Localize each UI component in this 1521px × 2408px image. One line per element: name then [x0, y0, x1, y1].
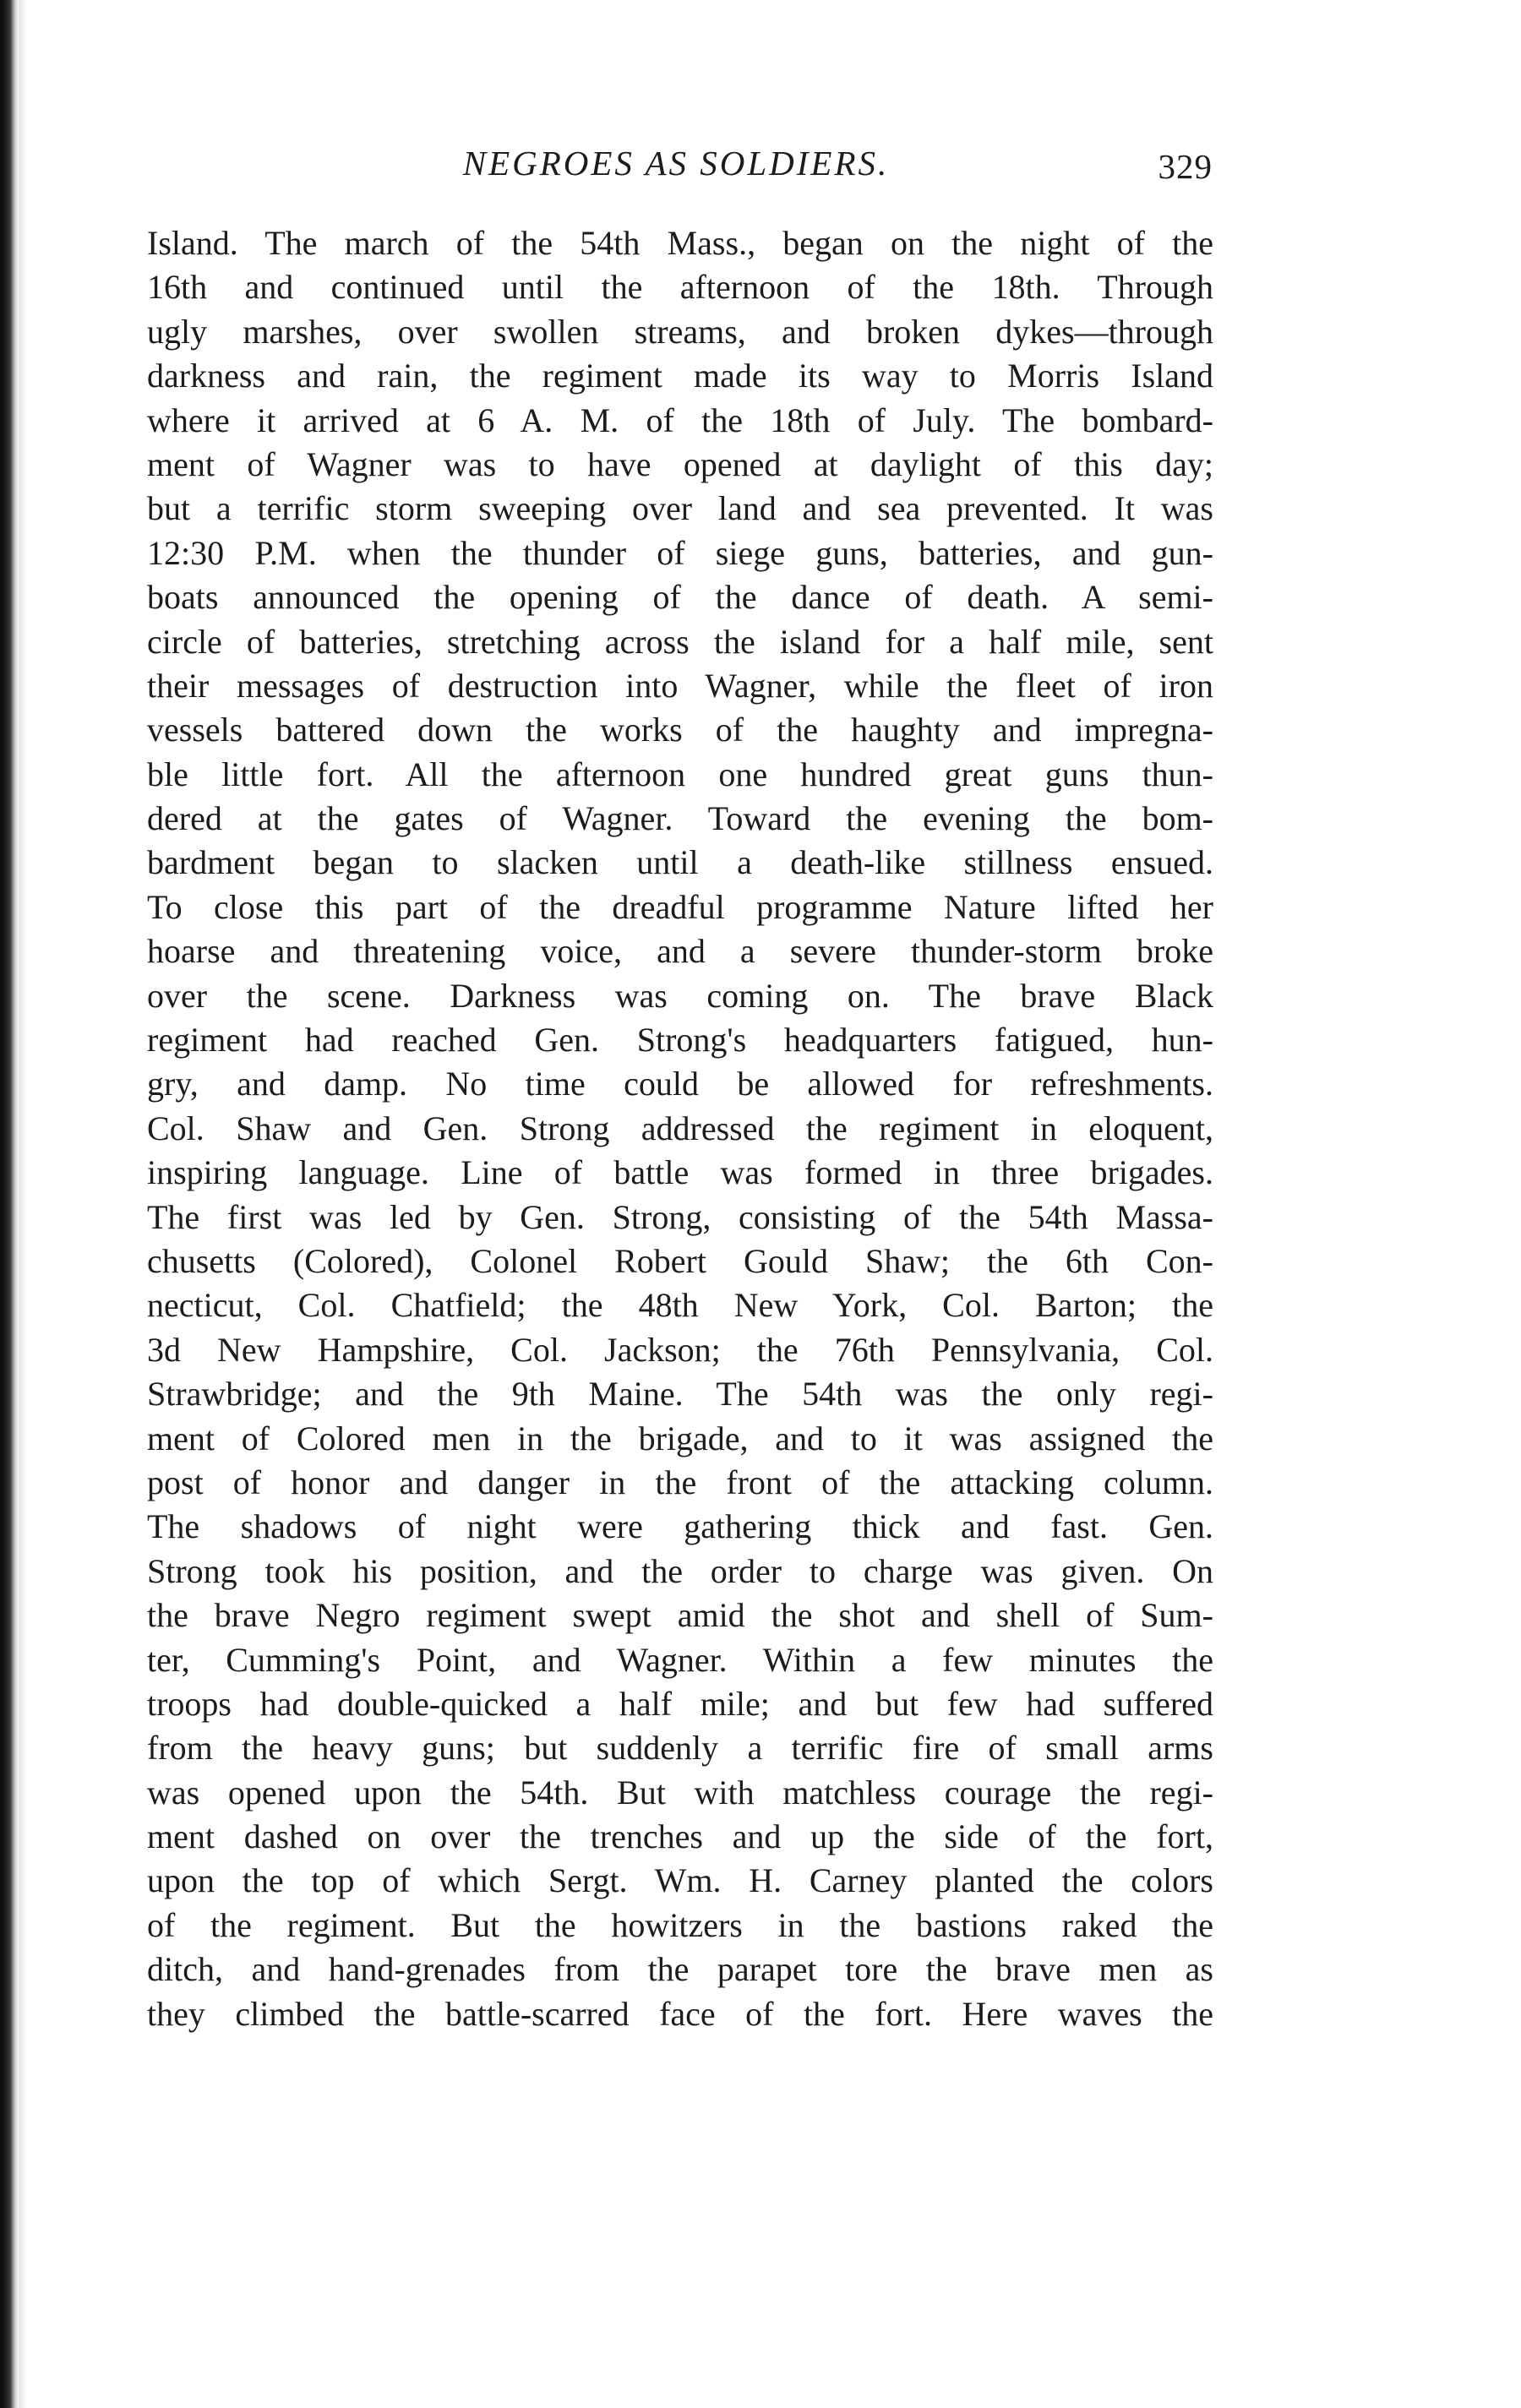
text-line: circle of batteries, stretching across the island for a half mile, sent: [147, 622, 1213, 661]
text-line: Col. Shaw and Gen. Strong addressed the regiment in eloquent,: [147, 1109, 1213, 1147]
text-line: regiment had reached Gen. Strong's headquarters fatigued, hun-: [147, 1021, 1213, 1060]
text-line: chusetts (Colored), Colonel Robert Gould Shaw; the 6th Con-: [147, 1241, 1213, 1280]
text-line: vessels battered down the works of the haughty and impregna-: [147, 711, 1213, 749]
text-line: over the scene. Darkness was coming on. The brave Black: [147, 976, 1213, 1015]
text-line: of the regiment. But the howitzers in the bastions raked the: [147, 1905, 1213, 1944]
text-line: ment dashed on over the trenches and up the side of the fort,: [147, 1817, 1213, 1856]
text-line: from the heavy guns; but suddenly a terrific fire of small arms: [147, 1729, 1213, 1768]
text-line: To close this part of the dreadful programme Nature lifted her: [147, 887, 1213, 926]
page-number: 329: [1158, 147, 1213, 186]
text-line: ter, Cumming's Point, and Wagner. Within a few minutes the: [147, 1640, 1213, 1679]
text-line: post of honor and danger in the front of the attacking column.: [147, 1463, 1213, 1501]
text-line: bardment began to slacken until a death-like stillness ensued.: [147, 843, 1213, 882]
text-line: they climbed the battle-scarred face of the fort. Here waves the: [147, 1994, 1213, 2033]
text-line: inspiring language. Line of battle was formed in three brigades.: [147, 1153, 1213, 1192]
text-line: boats announced the opening of the dance of death. A semi-: [147, 578, 1213, 617]
text-line: hoarse and threatening voice, and a severe thunder-storm broke: [147, 932, 1213, 971]
text-line: their messages of destruction into Wagner, while the fleet of iron: [147, 666, 1213, 705]
text-line: 12:30 P.M. when the thunder of siege guns, batteries, and gun-: [147, 533, 1213, 572]
text-line: upon the top of which Sergt. Wm. H. Carney planted the colors: [147, 1861, 1213, 1900]
text-line: Strong took his position, and the order to charge was given. On: [147, 1551, 1213, 1590]
text-line: where it arrived at 6 A. M. of the 18th of July. The bombard-: [147, 400, 1213, 439]
text-line: dered at the gates of Wagner. Toward the evening the bom-: [147, 799, 1213, 838]
text-line: necticut, Col. Chatfield; the 48th New York, Col. Barton; the: [147, 1286, 1213, 1325]
text-line: troops had double-quicked a half mile; and but few had suffered: [147, 1684, 1213, 1723]
text-line: Strawbridge; and the 9th Maine. The 54th was the only regi-: [147, 1375, 1213, 1414]
text-line: ment of Wagner was to have opened at daylight of this day;: [147, 444, 1213, 483]
text-line: ditch, and hand-grenades from the parapet tore the brave men as: [147, 1950, 1213, 1989]
text-line: 3d New Hampshire, Col. Jackson; the 76th Pennsylvania, Col.: [147, 1330, 1213, 1369]
running-head: NEGROES AS SOLDIERS.: [462, 144, 890, 183]
text-line: The shadows of night were gathering thick and fast. Gen.: [147, 1507, 1213, 1546]
text-line: the brave Negro regiment swept amid the shot and shell of Sum-: [147, 1596, 1213, 1635]
binding-shadow: [19, 0, 27, 2408]
text-line: ble little fort. All the afternoon one hundred great guns thun-: [147, 755, 1213, 793]
text-line: ugly marshes, over swollen streams, and broken dykes—through: [147, 312, 1213, 351]
body-text: [147, 221, 1213, 2036]
text-line: 16th and continued until the afternoon of the 18th. Through: [147, 268, 1213, 307]
text-line: The first was led by Gen. Strong, consisting of the 54th Massa-: [147, 1197, 1213, 1236]
binding-edge: [0, 0, 19, 2408]
text-line: gry, and damp. No time could be allowed for refreshments.: [147, 1065, 1213, 1103]
text-line: Island. The march of the 54th Mass., began on the night of the: [147, 224, 1213, 262]
text-line: was opened upon the 54th. But with matchless courage the regi-: [147, 1773, 1213, 1811]
text-line: darkness and rain, the regiment made its way to Morris Island: [147, 357, 1213, 395]
text-line: ment of Colored men in the brigade, and to it was assigned the: [147, 1419, 1213, 1457]
text-line: but a terrific storm sweeping over land and sea prevented. It was: [147, 489, 1213, 528]
